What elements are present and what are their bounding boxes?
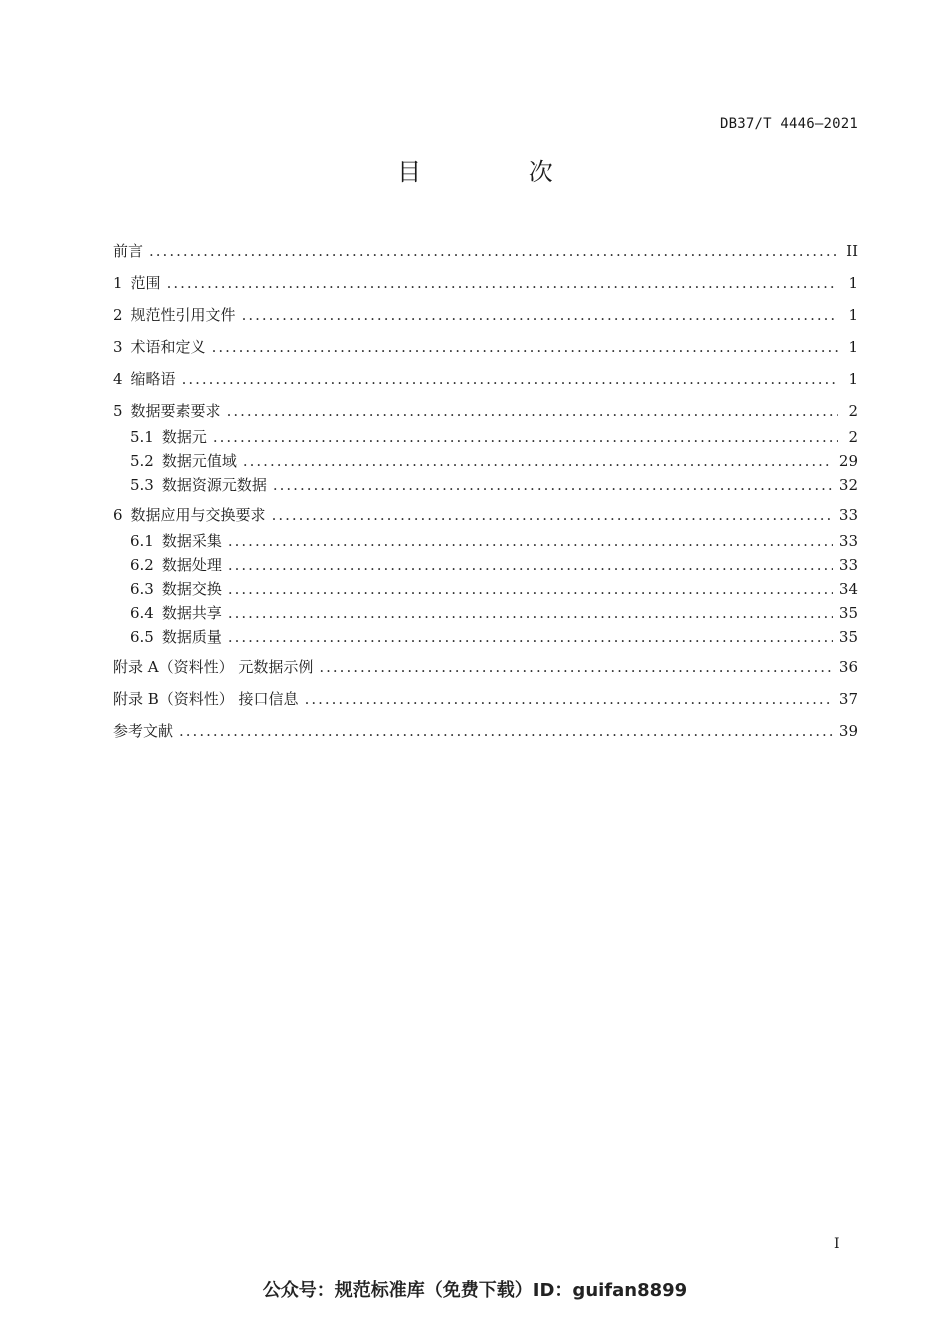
toc-entry-number: 5.2 (130, 452, 154, 470)
toc-entry-4[interactable] (113, 368, 858, 390)
toc-entry-page: 39 (838, 722, 858, 740)
toc-leader (243, 452, 833, 470)
toc-entry-number: 4 (113, 370, 123, 388)
toc-leader (167, 274, 838, 292)
toc-entry-number: 6.4 (130, 604, 154, 622)
toc-entry-5-3[interactable] (130, 474, 858, 496)
toc-leader (212, 338, 838, 356)
toc-entry-page: 34 (838, 580, 858, 598)
toc-leader (228, 556, 833, 574)
toc-entry-page: 33 (838, 506, 858, 524)
toc-entry-number: 5.1 (130, 428, 154, 446)
toc-leader (305, 690, 833, 708)
toc-entry-page: 36 (838, 658, 858, 676)
document-code: DB37/T 4446—2021 (719, 116, 858, 132)
toc-entry-number: 6 (113, 506, 123, 524)
toc-leader (228, 604, 833, 622)
toc-entry-page: 1 (848, 338, 858, 356)
toc-entry-label: 附录 A（资料性） 元数据示例 (113, 658, 314, 676)
toc-leader (213, 428, 838, 446)
toc-leader (242, 306, 838, 324)
toc-entry-number: 6.5 (130, 628, 154, 646)
toc-entry-page: 29 (838, 452, 858, 470)
toc-entry-page: 1 (848, 306, 858, 324)
toc-entry-label: 数据元 (161, 428, 207, 446)
toc-entry-6[interactable] (113, 504, 858, 526)
toc-entry-label: 数据应用与交换要求 (130, 506, 266, 524)
toc-entry-label: 术语和定义 (130, 338, 206, 356)
toc-entry-label: 数据元值域 (161, 452, 237, 470)
page-number: I (834, 1236, 840, 1252)
toc-entry-page: 2 (848, 428, 858, 446)
toc-entry-6-1[interactable] (130, 530, 858, 552)
toc-entry-label: 前言 (113, 242, 144, 260)
toc-leader (149, 242, 838, 260)
toc-entry-number: 5.3 (130, 476, 154, 494)
toc-entry-label: 参考文献 (113, 722, 174, 740)
toc-entry-number: 6.2 (130, 556, 154, 574)
toc-leader (182, 370, 838, 388)
toc-entry-appendix-b[interactable] (113, 688, 858, 710)
toc-entry-label: 数据处理 (161, 556, 222, 574)
toc-entry-2[interactable] (113, 304, 858, 326)
toc-entry-number: 6.3 (130, 580, 154, 598)
toc-entry-label: 缩略语 (130, 370, 176, 388)
toc-entry-page: 35 (838, 628, 858, 646)
toc-entry-label: 数据质量 (161, 628, 222, 646)
toc-leader (273, 476, 833, 494)
toc-entry-number: 3 (113, 338, 123, 356)
toc-entry-label: 数据资源元数据 (161, 476, 267, 494)
toc-entry-page: 35 (838, 604, 858, 622)
toc-leader (319, 658, 833, 676)
toc-leader (272, 506, 833, 524)
toc-entry-label: 数据采集 (161, 532, 222, 550)
toc-entry-5-2[interactable] (130, 450, 858, 472)
toc-entry-page: 33 (838, 556, 858, 574)
toc-entry-6-4[interactable] (130, 602, 858, 624)
toc-entry-page: 32 (838, 476, 858, 494)
toc-entry-5-1[interactable] (130, 426, 858, 448)
footer-note: 公众号：规范标准库（免费下载）ID：guifan8899 (262, 1280, 688, 1301)
toc-entry-page: 1 (848, 274, 858, 292)
toc-entry-foreword[interactable] (113, 240, 858, 262)
toc-entry-6-3[interactable] (130, 578, 858, 600)
toc-entry-label: 数据交换 (161, 580, 222, 598)
toc-leader (228, 532, 833, 550)
toc-entry-appendix-a[interactable] (113, 656, 858, 678)
toc-entry-3[interactable] (113, 336, 858, 358)
toc-entry-page: 37 (838, 690, 858, 708)
toc-entry-label: 范围 (130, 274, 161, 292)
toc-entry-number: 1 (113, 274, 123, 292)
toc-entry-page: 1 (848, 370, 858, 388)
toc-entry-5[interactable] (113, 400, 858, 422)
toc-title: 目 次 (397, 158, 603, 186)
toc-entry-number: 6.1 (130, 532, 154, 550)
toc-entry-page: II (846, 242, 858, 260)
toc-entry-page: 2 (848, 402, 858, 420)
toc-entry-label: 规范性引用文件 (130, 306, 236, 324)
toc-entry-6-2[interactable] (130, 554, 858, 576)
toc-entry-1[interactable] (113, 272, 858, 294)
toc-entry-label: 附录 B（资料性） 接口信息 (113, 690, 299, 708)
toc-leader (228, 628, 833, 646)
toc-entry-label: 数据共享 (161, 604, 222, 622)
toc-entry-page: 33 (838, 532, 858, 550)
toc-leader (179, 722, 833, 740)
toc-leader (228, 580, 833, 598)
toc-entry-number: 5 (113, 402, 123, 420)
toc-leader (227, 402, 838, 420)
toc-entry-6-5[interactable] (130, 626, 858, 648)
toc-entry-number: 2 (113, 306, 123, 324)
toc-entry-references[interactable] (113, 720, 858, 742)
toc-entry-label: 数据要素要求 (130, 402, 221, 420)
